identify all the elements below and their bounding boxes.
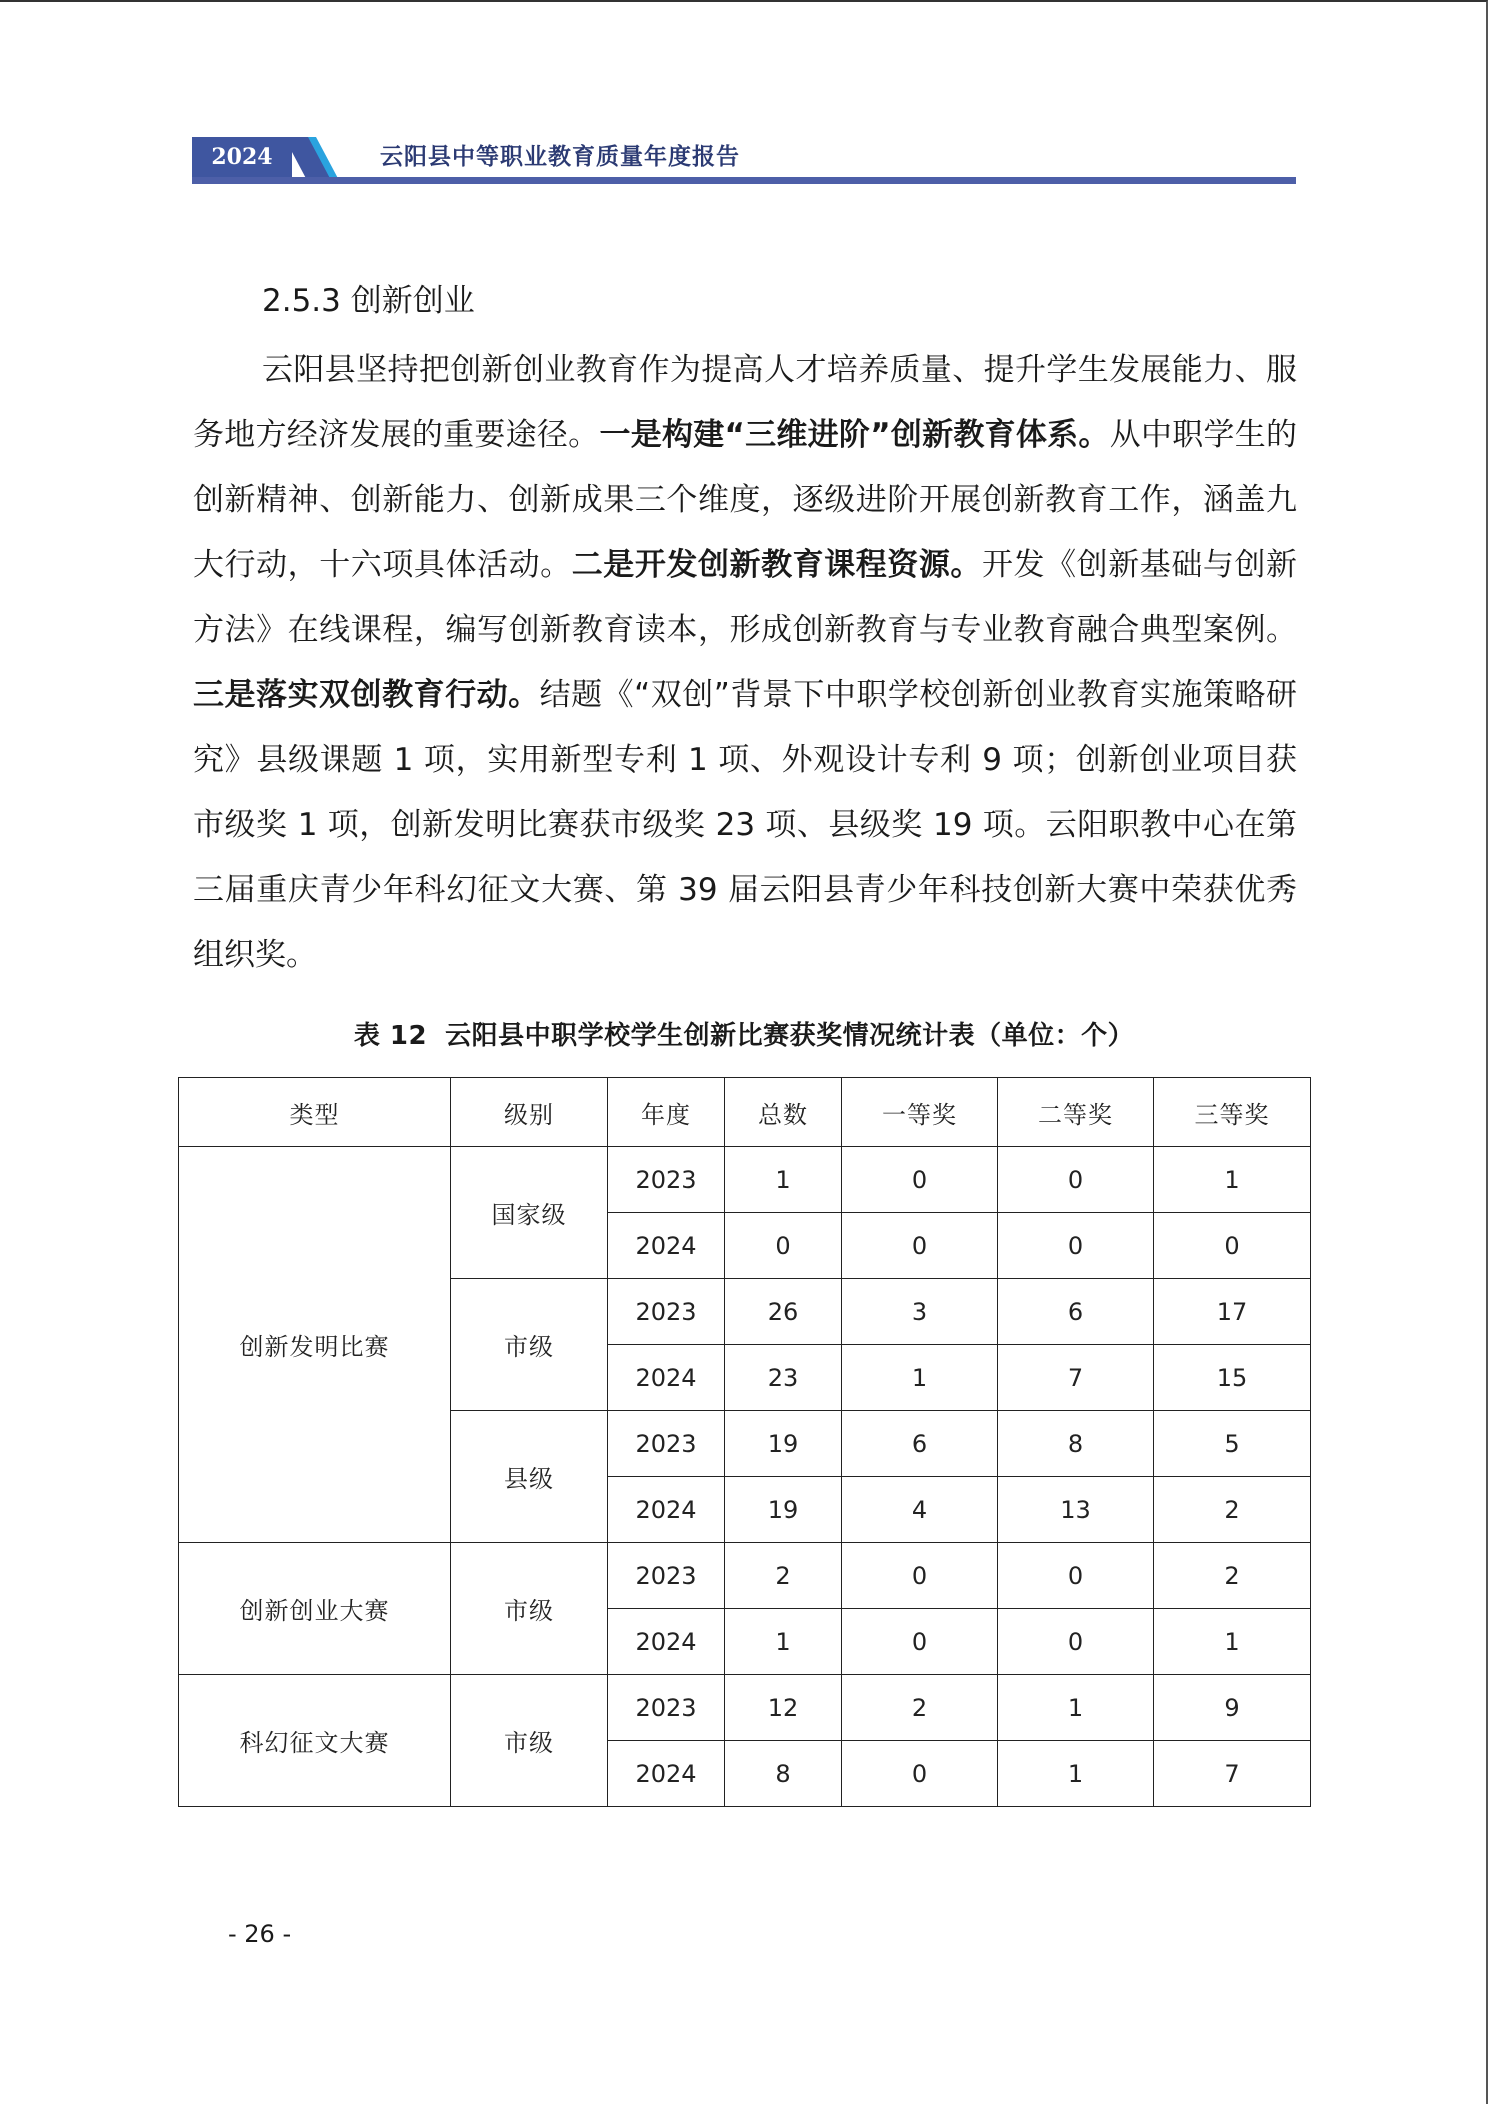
second-prize-cell: 6 <box>998 1279 1154 1345</box>
first-prize-cell: 0 <box>842 1609 998 1675</box>
year-cell: 2023 <box>608 1543 725 1609</box>
column-header-third-prize: 三等奖 <box>1154 1078 1311 1147</box>
third-prize-cell: 7 <box>1154 1741 1311 1807</box>
table-caption <box>0 1016 1488 1056</box>
paragraph-text-1: 云阳县坚持把创新创业教育作为提高人才培养质量、提升学生发展能力、服务地方经济发展的重要途径。 <box>193 352 1297 453</box>
level-cell: 县级 <box>451 1411 608 1543</box>
level-cell: 市级 <box>451 1675 608 1807</box>
second-prize-cell: 0 <box>998 1543 1154 1609</box>
third-prize-cell: 17 <box>1154 1279 1311 1345</box>
type-cell: 创新创业大赛 <box>179 1543 451 1675</box>
first-prize-cell: 0 <box>842 1213 998 1279</box>
first-prize-cell: 6 <box>842 1411 998 1477</box>
total-cell: 12 <box>725 1675 842 1741</box>
second-prize-cell: 0 <box>998 1213 1154 1279</box>
second-prize-cell: 1 <box>998 1675 1154 1741</box>
paragraph-text-2: 从中职学生的创新精神、创新能力、创新成果三个维度，逐级进阶开展创新教育工作，涵盖九大行动，十六项具体活动。 <box>193 417 1298 583</box>
column-header-second-prize: 二等奖 <box>998 1078 1154 1147</box>
year-cell: 2023 <box>608 1147 725 1213</box>
second-prize-cell: 8 <box>998 1411 1154 1477</box>
total-cell: 19 <box>725 1477 842 1543</box>
body-paragraph <box>193 338 1297 988</box>
column-header-level: 级别 <box>451 1078 608 1147</box>
first-prize-cell: 2 <box>842 1675 998 1741</box>
table-row <box>179 1543 1311 1609</box>
report-header <box>192 137 1296 184</box>
year-cell: 2023 <box>608 1279 725 1345</box>
total-cell: 0 <box>725 1213 842 1279</box>
total-cell: 2 <box>725 1543 842 1609</box>
paragraph-text-3: 开发《创新基础与创新方法》在线课程，编写创新教育读本，形成创新教育与专业教育融合典型案例。 <box>193 547 1298 648</box>
level-cell: 市级 <box>451 1543 608 1675</box>
year-cell: 2024 <box>608 1477 725 1543</box>
table-caption-number: 表 12 <box>353 1021 428 1051</box>
third-prize-cell: 1 <box>1154 1147 1311 1213</box>
column-header-type: 类型 <box>179 1078 451 1147</box>
third-prize-cell: 2 <box>1154 1477 1311 1543</box>
third-prize-cell: 15 <box>1154 1345 1311 1411</box>
column-header-first-prize: 一等奖 <box>842 1078 998 1147</box>
year-cell: 2023 <box>608 1411 725 1477</box>
section-heading: 2.5.3 创新创业 <box>262 283 475 319</box>
total-cell: 1 <box>725 1147 842 1213</box>
second-prize-cell: 0 <box>998 1147 1154 1213</box>
third-prize-cell: 2 <box>1154 1543 1311 1609</box>
third-prize-cell: 9 <box>1154 1675 1311 1741</box>
second-prize-cell: 7 <box>998 1345 1154 1411</box>
paragraph-emphasis-2: 二是开发创新教育课程资源。 <box>571 547 982 583</box>
first-prize-cell: 0 <box>842 1741 998 1807</box>
total-cell: 19 <box>725 1411 842 1477</box>
total-cell: 26 <box>725 1279 842 1345</box>
third-prize-cell: 5 <box>1154 1411 1311 1477</box>
type-cell: 创新发明比赛 <box>179 1147 451 1543</box>
column-header-year: 年度 <box>608 1078 725 1147</box>
paragraph-emphasis-3: 三是落实双创教育行动。 <box>193 677 540 713</box>
table-row <box>179 1675 1311 1741</box>
total-cell: 8 <box>725 1741 842 1807</box>
year-cell: 2024 <box>608 1609 725 1675</box>
second-prize-cell: 1 <box>998 1741 1154 1807</box>
second-prize-cell: 0 <box>998 1609 1154 1675</box>
table-caption-text: 云阳县中职学校学生创新比赛获奖情况统计表（单位：个） <box>445 1021 1135 1051</box>
third-prize-cell: 1 <box>1154 1609 1311 1675</box>
first-prize-cell: 0 <box>842 1147 998 1213</box>
table-row <box>179 1147 1311 1213</box>
paragraph-text-4: 结题《“双创”背景下中职学校创新创业教育实施策略研究》县级课题 1 项，实用新型专利 1 项、外观设计专利 9 项；创新创业项目获市级奖 1 项，创新发明比赛获市级奖 23 项、县级奖 19 项。云阳职教中心在第三届重庆青少年科幻征文大赛、第 39 届云阳县青少年科技创新大赛中荣获优秀组织奖。 <box>193 677 1297 973</box>
total-cell: 23 <box>725 1345 842 1411</box>
first-prize-cell: 0 <box>842 1543 998 1609</box>
first-prize-cell: 4 <box>842 1477 998 1543</box>
header-year: 2024 <box>192 137 292 177</box>
header-title: 云阳县中等职业教育质量年度报告 <box>380 143 740 170</box>
first-prize-cell: 3 <box>842 1279 998 1345</box>
paragraph-emphasis-1: 一是构建“三维进阶”创新教育体系。 <box>599 417 1110 453</box>
award-statistics-table <box>178 1077 1311 1807</box>
level-cell: 市级 <box>451 1279 608 1411</box>
type-cell: 科幻征文大赛 <box>179 1675 451 1807</box>
page-number: - 26 - <box>228 1920 292 1948</box>
year-cell: 2023 <box>608 1675 725 1741</box>
table-header-row <box>179 1078 1311 1147</box>
column-header-total: 总数 <box>725 1078 842 1147</box>
first-prize-cell: 1 <box>842 1345 998 1411</box>
level-cell: 国家级 <box>451 1147 608 1279</box>
year-cell: 2024 <box>608 1345 725 1411</box>
year-cell: 2024 <box>608 1213 725 1279</box>
total-cell: 1 <box>725 1609 842 1675</box>
year-cell: 2024 <box>608 1741 725 1807</box>
header-rule <box>192 177 1296 184</box>
second-prize-cell: 13 <box>998 1477 1154 1543</box>
third-prize-cell: 0 <box>1154 1213 1311 1279</box>
